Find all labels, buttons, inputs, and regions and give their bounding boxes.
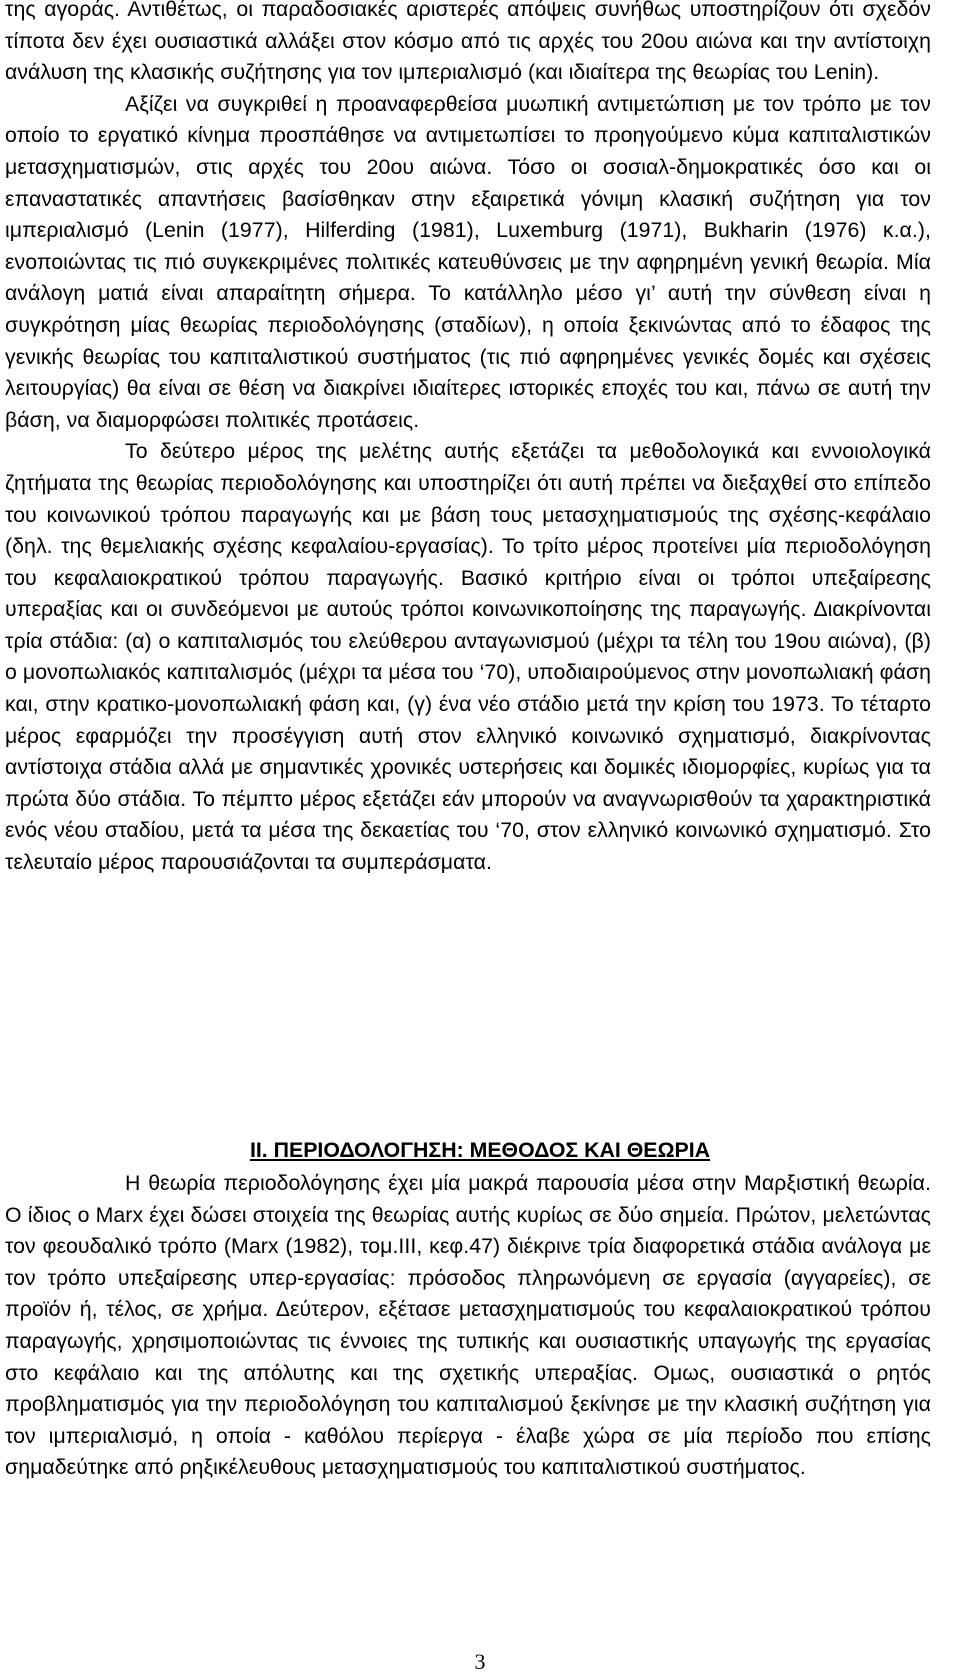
paragraph-continuation: της αγοράς. Αντιθέτως, οι παραδοσιακές αριστερές απόψεις συνήθως υποστηρίζουν ότι σχεδόν τίποτα δεν έχει ουσιαστικά αλλάξει στον κόσμο από τις αρχές του 20ου αιώνα και την αντίστοιχη ανάλυση της κλασικής συζήτησης για τον ιμπεριαλισμό (και ιδιαίτερα της θεωρίας του Lenin). xyxy=(5,0,931,85)
section-heading: ΙΙ. ΠΕΡΙΟΔΟΛΟΓΗΣΗ: ΜΕΘΟΔΟΣ ΚΑΙ ΘΕΩΡΙΑ xyxy=(249,1138,711,1162)
paragraph: Το δεύτερο μέρος της μελέτης αυτής εξετάζει τα μεθοδολογικά και εννοιολογικά ζητήματα της θεωρίας περιοδολόγησης και υποστηρίζει ότι αυτή πρέπει να διεξαχθεί στο επίπεδο του κοινωνικού τρόπου παραγωγής και με βάση τους μετασχηματισμούς της σχέσης-κεφάλαιο (δηλ. της θεμελιακής σχέσης κεφαλαίου-εργασίας). Το τρίτο μέρος προτείνει μία περιοδολόγηση του κεφαλαιοκρατικού τρόπου παραγωγής. Βασικό κριτήριο είναι οι τρόποι υπεξαίρεσης υπεραξίας και οι συνδεόμενοι με αυτούς τρόποι κοινωνικοποίησης της παραγωγής. Διακρίνονται τρία στάδια: (α) ο καπιταλισμός του ελεύθερου ανταγωνισμού (μέχρι τα τέλη του 19ου αιώνα), (β) ο μονοπωλιακός καπιταλισμός (μέχρι τα μέσα του ‘70), υποδιαιρούμενος στην μονοπωλιακή φάση και, στην κρατικο-μονοπωλιακή φάση και, (γ) ένα νέο στάδιο μετά την κρίση του 1973. Το τέταρτο μέρος εφαρμόζει την προσέγγιση αυτή στον ελληνικό κοινωνικό σχηματισμό, διακρίνοντας αντίστοιχα στάδια αλλά με σημαντικές χρονικές υστερήσεις και δομικές ιδιομορφίες, κυρίως για τα πρώτα δύο στάδια. Το πέμπτο μέρος εξετάζει εάν μπορούν να αναγνωρισθούν τα χαρακτηριστικά ενός νέου σταδίου, μετά τα μέσα της δεκαετίας του ‘70, στον ελληνικό κοινωνικό σχηματισμό. Στο τελευταίο μέρος παρουσιάζονται τα συμπεράσματα. xyxy=(5,439,931,875)
paragraph: Αξίζει να συγκριθεί η προαναφερθείσα μυωπική αντιμετώπιση με τον τρόπο με τον οποίο το εργατικό κίνημα προσπάθησε να αντιμετωπίσει το προηγούμενο κύμα καπιταλιστικών μετασχηματισμών, στις αρχές του 20ου αιώνα. Τόσο οι σοσιαλ-δημοκρατικές όσο και οι επαναστατικές απαντήσεις βασίσθηκαν στην εξαιρετικά γόνιμη κλασική συζήτηση για τον ιμπεριαλισμό (Lenin (1977), Hilferding (1981), Luxemburg (1971), Bukharin (1976) κ.α.), ενοποιώντας τις πιό συγκεκριμένες πολιτικές κατευθύνσεις με την αφηρημένη γενική θεωρία. Μία ανάλογη ματιά είναι απαραίτητη σήμερα. Το κατάλληλο μέσο γι’ αυτή την σύνθεση είναι η συγκρότηση μίας θεωρίας περιοδολόγησης (σταδίων), η οποία ξεκινώντας από το έδαφος της γενικής θεωρίας του καπιταλιστικού συστήματος (τις πιό αφηρημένες γενικές δομές και σχέσεις λειτουργίας) θα είναι σε θέση να διακρίνει ιδιαίτερες ιστορικές εποχές του και, πάνω σε αυτή την βάση, να διαμορφώσει πολιτικές προτάσεις. xyxy=(5,91,931,432)
body-text-top xyxy=(5,0,931,879)
body-text-bottom xyxy=(5,1168,931,1484)
paragraph: Η θεωρία περιοδολόγησης έχει μία μακρά παρουσία μέσα στην Μαρξιστική θεωρία. Ο ίδιος ο Marx έχει δώσει στοιχεία της θεωρίας αυτής κυρίως σε δύο σημεία. Πρώτον, μελετώντας τον φεουδαλικό τρόπο (Marx (1982), τομ.ΙΙΙ, κεφ.47) διέκρινε τρία διαφορετικά στάδια ανάλογα με τον τρόπο υπεξαίρεσης υπερ-εργασίας: πρόσοδος πληρωνόμενη σε εργασία (αγγαρείες), σε προϊόν ή, τέλος, σε χρήμα. Δεύτερον, εξέτασε μετασχηματισμούς του κεφαλαιοκρατικού τρόπου παραγωγής, χρησιμοποιώντας τις έννοιες της τυπικής και ουσιαστικής υπαγωγής της εργασίας στο κεφάλαιο και της απόλυτης και της σχετικής υπεραξίας. Ομως, ουσιαστικά ο ρητός προβληματισμός για την περιοδολόγηση του καπιταλισμού ξεκίνησε με την κλασική συζήτηση για τον ιμπεριαλισμό, η οποία - καθόλου περίεργα - έλαβε χώρα σε μία περίοδο που επίσης σημαδεύτηκε από ρηξικέλευθους μετασχηματισμούς του καπιταλιστικού συστήματος. xyxy=(5,1171,931,1480)
page-number: 3 xyxy=(474,1649,486,1674)
